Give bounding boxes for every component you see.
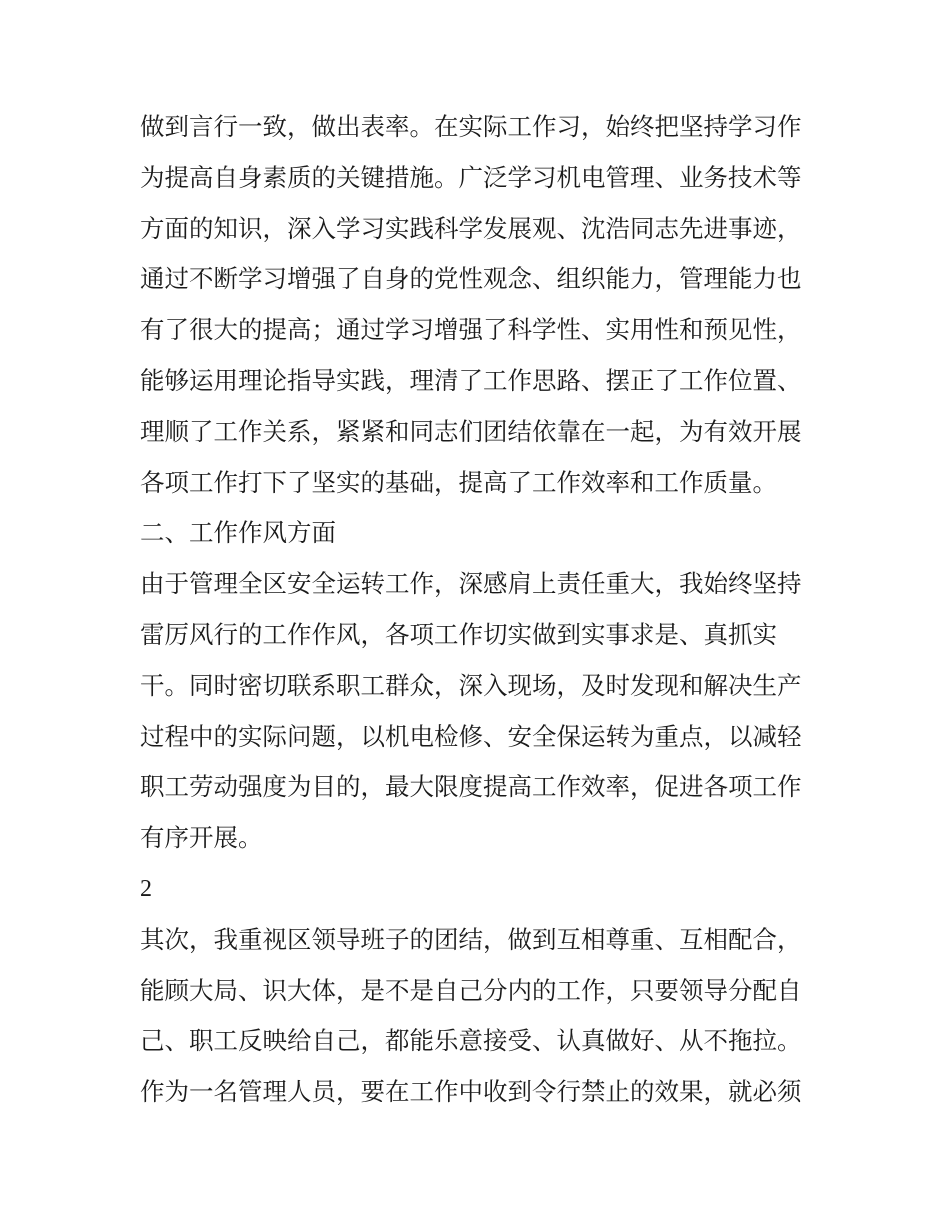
body-line: 各项工作打下了坚实的基础，提高了工作效率和工作质量。 <box>140 467 777 497</box>
body-line: 其次，我重视区领导班子的团结，做到互相尊重、互相配合， <box>140 924 802 954</box>
body-line: 理顺了工作关系，紧紧和同志们团结依靠在一起，为有效开展 <box>140 416 802 446</box>
body-line: 能够运用理论指导实践，理清了工作思路、摆正了工作位置、 <box>140 365 802 395</box>
body-line: 作为一名管理人员，要在工作中收到令行禁止的效果，就必须 <box>140 1077 802 1107</box>
body-line: 职工劳动强度为目的，最大限度提高工作效率，促进各项工作 <box>140 772 802 802</box>
body-line: 方面的知识，深入学习实践科学发展观、沈浩同志先进事迹， <box>140 213 802 243</box>
body-line: 过程中的实际问题，以机电检修、安全保运转为重点，以减轻 <box>140 721 802 751</box>
body-line: 己、职工反映给自己，都能乐意接受、认真做好、从不拖拉。 <box>140 1026 802 1056</box>
body-line: 雷厉风行的工作作风，各项工作切实做到实事求是、真抓实 <box>140 619 777 649</box>
body-line: 做到言行一致，做出表率。在实际工作习，始终把坚持学习作 <box>140 112 802 141</box>
section-heading: 二、工作作风方面 <box>140 518 336 548</box>
page-number: 2 <box>140 875 152 902</box>
body-line: 通过不断学习增强了自身的党性观念、组织能力，管理能力也 <box>140 264 802 294</box>
body-line: 由于管理全区安全运转工作，深感肩上责任重大，我始终坚持 <box>140 569 802 599</box>
body-line: 有了很大的提高；通过学习增强了科学性、实用性和预见性， <box>140 315 802 345</box>
document-body <box>140 102 830 1118</box>
body-line: 为提高自身素质的关键措施。广泛学习机电管理、业务技术等 <box>140 162 802 192</box>
body-line: 干。同时密切联系职工群众，深入现场，及时发现和解决生产 <box>140 670 802 700</box>
body-line: 有序开展。 <box>140 823 263 853</box>
body-line: 能顾大局、识大体，是不是自己分内的工作，只要领导分配自 <box>140 975 802 1005</box>
